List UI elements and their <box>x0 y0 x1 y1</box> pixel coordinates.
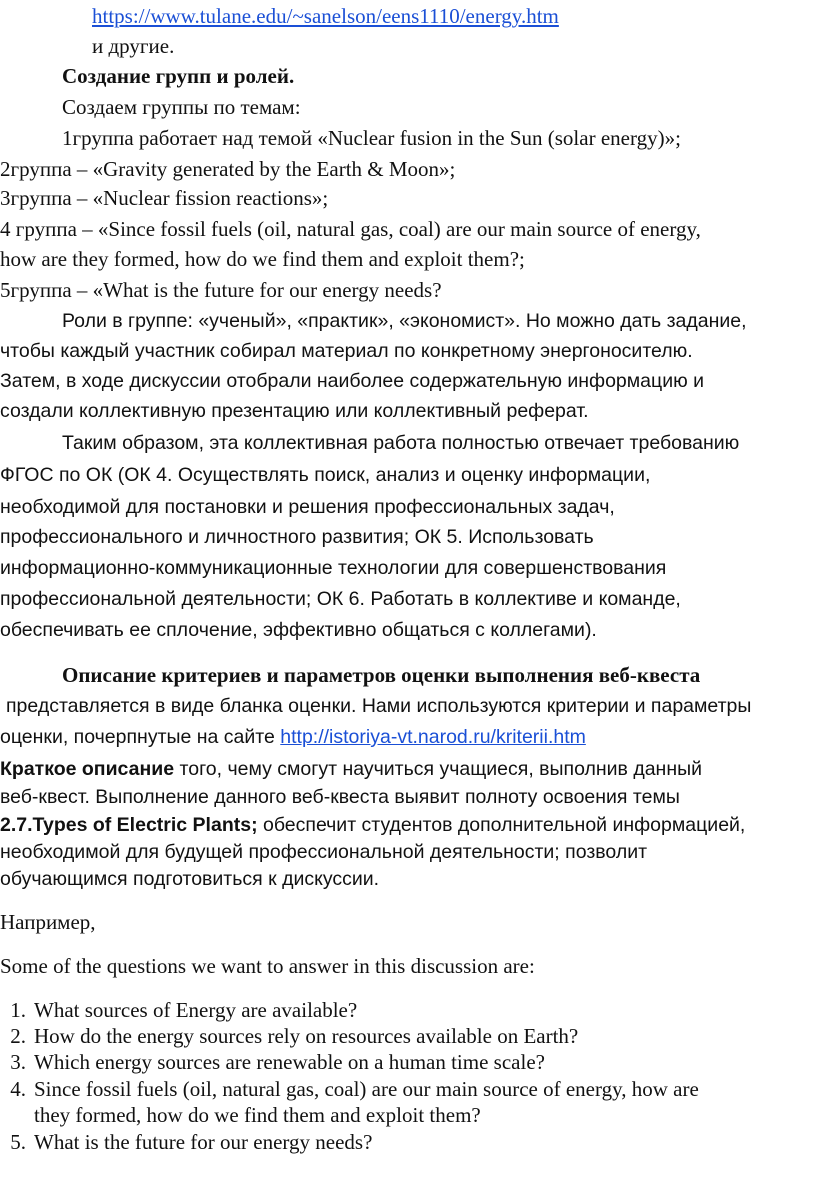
fgos-line-1: Таким образом, эта коллективная работа полностью отвечает требованию <box>62 432 740 454</box>
list-item-text: they formed, how do we find them and exploit them? <box>34 1103 481 1127</box>
istoriya-criteria-link[interactable]: http://istoriya-vt.narod.ru/kriterii.htm <box>280 726 586 748</box>
list-item-number: 5. <box>10 1130 26 1154</box>
groups-heading: Создание групп и ролей. <box>62 64 295 88</box>
list-item-number: 3. <box>10 1050 26 1074</box>
roles-line-4: создали коллективную презентацию или коллективный реферат. <box>0 400 589 422</box>
list-item-text: What sources of Energy are available? <box>34 998 358 1022</box>
list-item <box>0 1048 545 1077</box>
group-5-line: 5группа – «What is the future for our energy needs? <box>0 278 442 302</box>
list-item <box>0 1128 372 1157</box>
list-item-number: 4. <box>10 1077 26 1101</box>
roles-line-1: Роли в группе: «ученый», «практик», «экономист». Но можно дать задание, <box>62 310 747 332</box>
criteria-heading: Описание критериев и параметров оценки выполнения веб-квеста <box>62 663 701 687</box>
summary-line-1 <box>0 755 702 784</box>
fgos-line-4: профессионального и личностного развития; ОК 5. Использовать <box>0 526 594 548</box>
summary-line-4: необходимой для будущей профессиональной деятельности; позволит <box>0 841 648 863</box>
link-line <box>92 2 559 31</box>
summary-line-2: веб-квест. Выполнение данного веб-квеста выявит полноту освоения темы <box>0 786 680 808</box>
fgos-line-2: ФГОС по ОК (ОК 4. Осуществлять поиск, анализ и оценку информации, <box>0 464 651 486</box>
list-item <box>0 1075 699 1104</box>
list-item-number: 2. <box>10 1024 26 1048</box>
group-1-line: 1группа работает над темой «Nuclear fusion in the Sun (solar energy)»; <box>62 126 681 150</box>
criteria-line-1: представляется в виде бланка оценки. Нами используются критерии и параметры <box>6 695 752 717</box>
list-item-text: How do the energy sources rely on resources available on Earth? <box>34 1024 579 1048</box>
fgos-line-6: профессиональной деятельности; ОК 6. Работать в коллективе и команде, <box>0 588 681 610</box>
summary-bold-lead: Краткое описание <box>0 758 175 780</box>
tulane-energy-link[interactable]: https://www.tulane.edu/~sanelson/eens1110/energy.htm <box>92 4 559 28</box>
list-item-text: Which energy sources are renewable on a human time scale? <box>34 1050 545 1074</box>
summary-line-3 <box>0 811 745 840</box>
fgos-line-5: информационно-коммуникационные технологии для совершенствования <box>0 557 667 579</box>
summary-topic: 2.7.Types of Electric Plants; <box>0 814 258 836</box>
list-item-text: What is the future for our energy needs? <box>34 1130 373 1154</box>
list-item <box>0 996 357 1025</box>
and-others-text: и другие. <box>92 34 175 58</box>
list-item-continuation <box>0 1101 481 1130</box>
criteria-line-2 <box>0 723 586 752</box>
questions-intro: Some of the questions we want to answer in this discussion are: <box>0 954 535 978</box>
group-4-line-2: how are they formed, how do we find them and exploit them?; <box>0 247 525 271</box>
criteria-line-2-text: оценки, почерпнутые на сайте <box>0 726 281 748</box>
create-groups-line: Создаем группы по темам: <box>62 95 301 119</box>
roles-line-3: Затем, в ходе дискуссии отобрали наиболее содержательную информацию и <box>0 370 705 392</box>
summary-line-5: обучающимся подготовиться к дискуссии. <box>0 868 380 890</box>
fgos-line-7: обеспечивать ее сплочение, эффективно общаться с коллегами). <box>0 619 597 641</box>
list-item-number: 1. <box>10 998 26 1022</box>
fgos-line-3: необходимой для постановки и решения профессиональных задач, <box>0 496 615 518</box>
summary-line-3-text: обеспечит студентов дополнительной информацией, <box>257 814 746 836</box>
group-4-line-1: 4 группа – «Since fossil fuels (oil, natural gas, coal) are our main source of energy, <box>0 217 701 241</box>
roles-line-2: чтобы каждый участник собирал материал по конкретному энергоносителю. <box>0 340 693 362</box>
list-item <box>0 1022 578 1051</box>
group-3-line: 3группа – «Nuclear fission reactions»; <box>0 186 329 210</box>
list-item-text: Since fossil fuels (oil, natural gas, coal) are our main source of energy, how are <box>34 1077 699 1101</box>
group-2-line: 2группа – «Gravity generated by the Earth & Moon»; <box>0 157 456 181</box>
example-label: Например, <box>0 910 96 934</box>
summary-line-1-text: того, чему смогут научиться учащиеся, выполнив данный <box>174 758 702 780</box>
